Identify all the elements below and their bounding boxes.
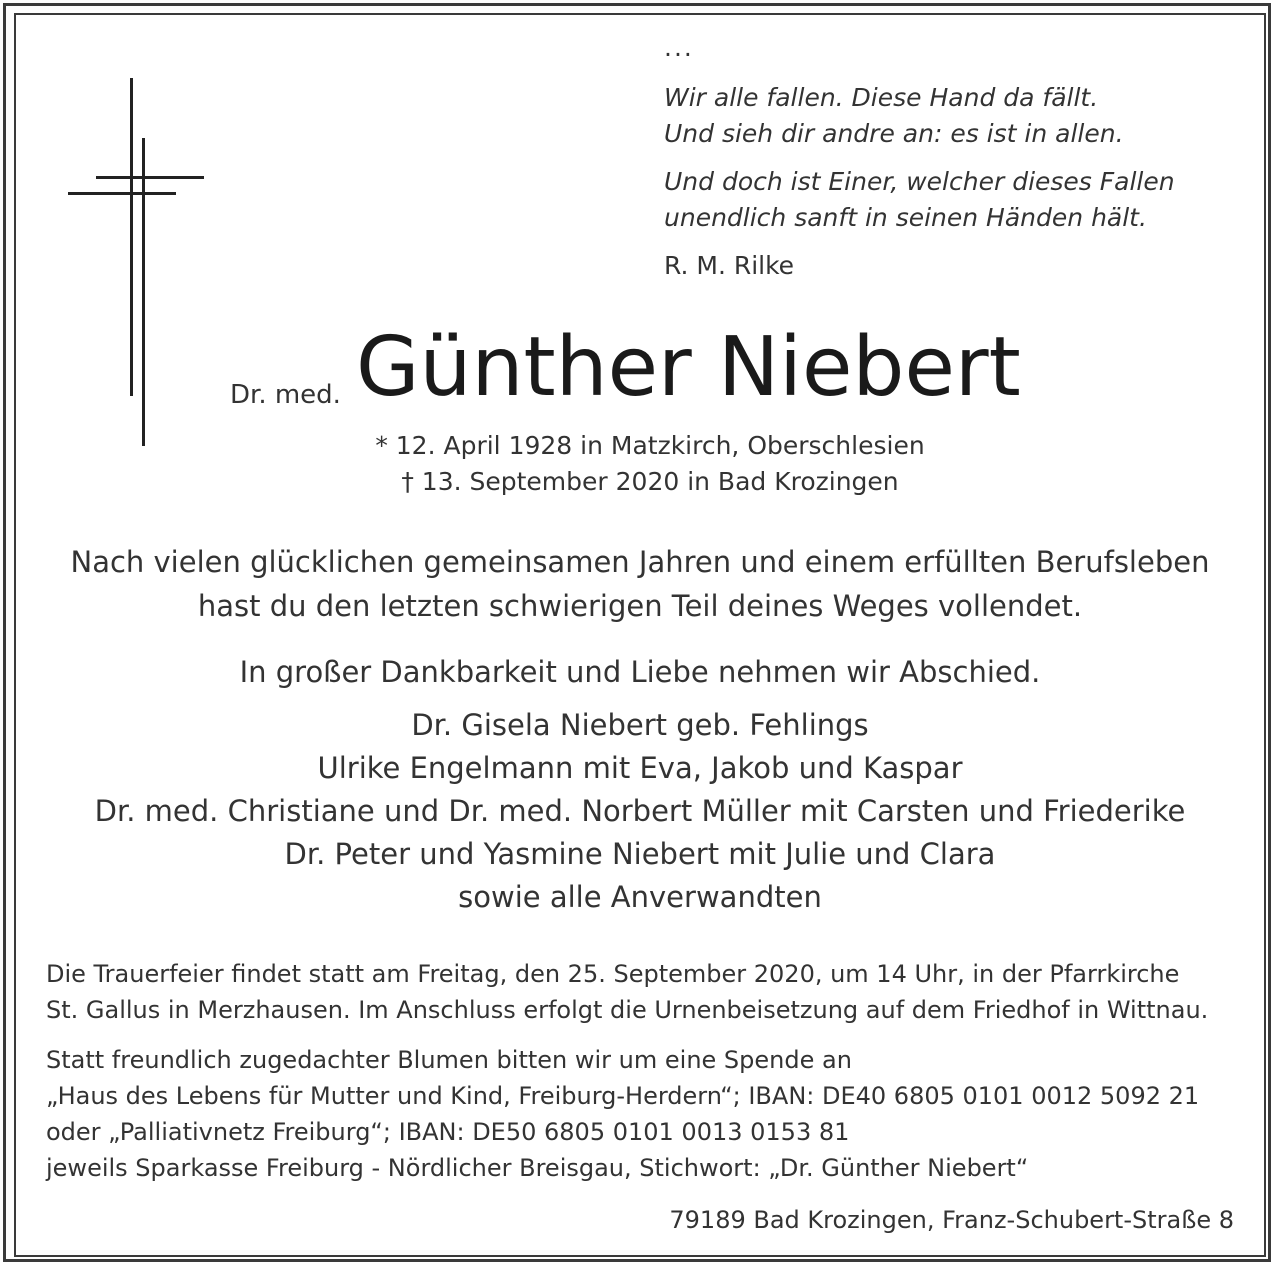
deceased-name-row	[230, 318, 1130, 418]
family-member: Ulrike Engelmann mit Eva, Jakob und Kaspar	[317, 751, 963, 785]
ceremony-line: Die Trauerfeier findet statt am Freitag, den 25. September 2020, um 14 Uhr, in der Pfarrkirche	[46, 960, 1180, 988]
family-member: Dr. med. Christiane und Dr. med. Norbert Müller mit Carsten und Friederike	[94, 794, 1186, 828]
donation-line: oder „Palliativnetz Freiburg“; IBAN: DE50 6805 0101 0013 0153 81	[46, 1118, 850, 1146]
family-member: Dr. Gisela Niebert geb. Fehlings	[411, 708, 869, 742]
poem-stanza-1	[664, 80, 1224, 152]
ceremony-line: St. Gallus in Merzhausen. Im Anschluss erfolgt die Urnenbeisetzung auf dem Friedhof in Wittnau.	[46, 996, 1209, 1024]
poem-line: Wir alle fallen. Diese Hand da fällt.	[664, 83, 1099, 112]
life-dates	[0, 428, 1280, 500]
poem-stanza-2	[664, 164, 1224, 236]
thanks-text: In großer Dankbarkeit und Liebe nehmen wir Abschied.	[239, 655, 1041, 689]
farewell-line: Nach vielen glücklichen gemeinsamen Jahren und einem erfüllten Berufsleben	[70, 545, 1210, 579]
poem-line: Und doch ist Einer, welcher dieses Fallen	[664, 167, 1175, 196]
title-prefix: Dr. med.	[230, 380, 341, 410]
ceremony-info	[46, 956, 1236, 1028]
family-list	[0, 704, 1280, 919]
birth-date: * 12. April 1928 in Matzkirch, Oberschlesien	[375, 431, 925, 460]
family-address: 79189 Bad Krozingen, Franz-Schubert-Straße 8	[669, 1206, 1234, 1234]
farewell-text	[0, 540, 1280, 628]
poem-ellipsis: ...	[664, 33, 694, 62]
poem-line: Und sieh dir andre an: es ist in allen.	[664, 119, 1124, 148]
donation-line: jeweils Sparkasse Freiburg - Nördlicher Breisgau, Stichwort: „Dr. Günther Niebert“	[46, 1154, 1029, 1182]
donation-line: „Haus des Lebens für Mutter und Kind, Freiburg-Herdern“; IBAN: DE40 6805 0101 0012 5092 21	[46, 1082, 1200, 1110]
farewell-line: hast du den letzten schwierigen Teil deines Weges vollendet.	[197, 589, 1083, 623]
family-member: Dr. Peter und Yasmine Niebert mit Julie und Clara	[284, 837, 996, 871]
deceased-name: Günther Niebert	[356, 320, 1021, 415]
poem-author: R. M. Rilke	[664, 251, 795, 280]
death-date: † 13. September 2020 in Bad Krozingen	[401, 467, 899, 496]
cross-icon	[68, 78, 208, 448]
family-member: sowie alle Anverwandten	[458, 880, 822, 914]
donation-line: Statt freundlich zugedachter Blumen bitten wir um eine Spende an	[46, 1046, 852, 1074]
donation-info	[46, 1042, 1236, 1186]
poem-line: unendlich sanft in seinen Händen hält.	[664, 203, 1147, 232]
poem-quote	[664, 33, 1224, 284]
